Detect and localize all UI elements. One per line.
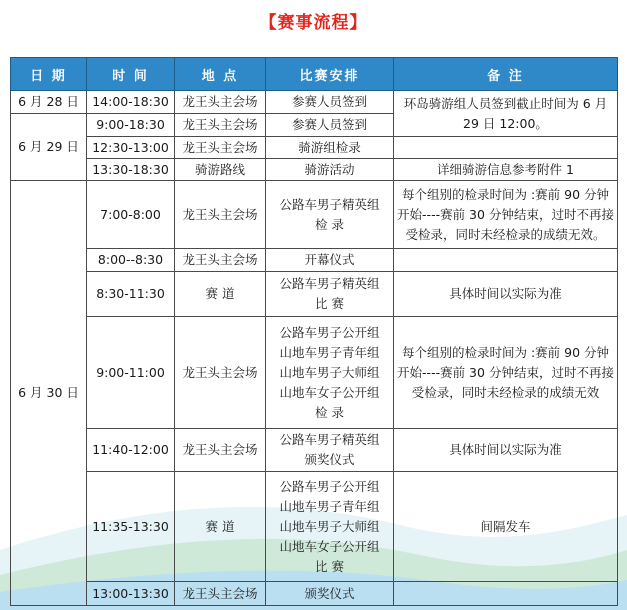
- date-cell: 6 月 28 日: [11, 91, 87, 114]
- remark-cell: 环岛骑游组人员签到截止时间为 6 月 29 日 12:00。: [394, 91, 618, 137]
- time-cell: 8:00--8:30: [87, 249, 175, 272]
- time-cell: 11:35-13:30: [87, 472, 175, 582]
- time-cell: 8:30-11:30: [87, 272, 175, 317]
- remark-cell: [394, 582, 618, 606]
- event-cell: 骑游活动: [266, 159, 394, 181]
- schedule-table: [10, 57, 618, 606]
- event-cell: 公路车男子公开组 山地车男子青年组 山地车男子大师组 山地车女子公开组 检 录: [266, 317, 394, 429]
- page-title: 【赛事流程】: [259, 13, 368, 33]
- date-cell: 6 月 29 日: [11, 114, 87, 181]
- time-cell: 7:00-8:00: [87, 181, 175, 249]
- place-cell: 龙王头主会场: [175, 317, 266, 429]
- header-schedule: 比赛安排: [266, 58, 394, 91]
- time-cell: 9:00-18:30: [87, 114, 175, 137]
- header-remark: 备 注: [394, 58, 618, 91]
- event-cell: 颁奖仪式: [266, 582, 394, 606]
- place-cell: 赛 道: [175, 272, 266, 317]
- place-cell: 龙王头主会场: [175, 582, 266, 606]
- place-cell: 龙王头主会场: [175, 429, 266, 472]
- time-cell: 9:00-11:00: [87, 317, 175, 429]
- event-cell: 公路车男子公开组 山地车男子青年组 山地车男子大师组 山地车女子公开组 比 赛: [266, 472, 394, 582]
- table-row: [11, 91, 618, 114]
- table-row: [11, 272, 618, 317]
- table-row: [11, 181, 618, 249]
- event-cell: 公路车男子精英组 颁奖仪式: [266, 429, 394, 472]
- place-cell: 龙王头主会场: [175, 181, 266, 249]
- time-cell: 12:30-13:00: [87, 137, 175, 159]
- table-row: [11, 582, 618, 606]
- place-cell: 龙王头主会场: [175, 249, 266, 272]
- table-row: [11, 317, 618, 429]
- header-place: 地 点: [175, 58, 266, 91]
- event-cell: 公路车男子精英组 检 录: [266, 181, 394, 249]
- time-cell: 11:40-12:00: [87, 429, 175, 472]
- table-header-row: [11, 58, 618, 91]
- remark-cell: 每个组别的检录时间为 :赛前 90 分钟开始----赛前 30 分钟结束，过时不再接受检录，同时未经检录的成绩无效。: [394, 181, 618, 249]
- remark-cell: [394, 137, 618, 159]
- header-date: 日 期: [11, 58, 87, 91]
- table-row: [11, 472, 618, 582]
- time-cell: 13:30-18:30: [87, 159, 175, 181]
- remark-cell: 具体时间以实际为准: [394, 429, 618, 472]
- place-cell: 骑游路线: [175, 159, 266, 181]
- remark-cell: 每个组别的检录时间为 :赛前 90 分钟开始----赛前 30 分钟结束，过时不再接受检录，同时未经检录的成绩无效: [394, 317, 618, 429]
- place-cell: 赛 道: [175, 472, 266, 582]
- time-cell: 14:00-18:30: [87, 91, 175, 114]
- table-row: [11, 159, 618, 181]
- date-cell: 6 月 30 日: [11, 181, 87, 606]
- event-cell: 公路车男子精英组 比 赛: [266, 272, 394, 317]
- event-cell: 骑游组检录: [266, 137, 394, 159]
- time-cell: 13:00-13:30: [87, 582, 175, 606]
- event-cell: 参赛人员签到: [266, 114, 394, 137]
- header-time: 时 间: [87, 58, 175, 91]
- event-cell: 参赛人员签到: [266, 91, 394, 114]
- place-cell: 龙王头主会场: [175, 91, 266, 114]
- place-cell: 龙王头主会场: [175, 114, 266, 137]
- table-row: [11, 429, 618, 472]
- remark-cell: 详细骑游信息参考附件 1: [394, 159, 618, 181]
- place-cell: 龙王头主会场: [175, 137, 266, 159]
- remark-cell: 间隔发车: [394, 472, 618, 582]
- table-row: [11, 137, 618, 159]
- remark-cell: 具体时间以实际为准: [394, 272, 618, 317]
- event-cell: 开幕仪式: [266, 249, 394, 272]
- remark-cell: [394, 249, 618, 272]
- table-row: [11, 249, 618, 272]
